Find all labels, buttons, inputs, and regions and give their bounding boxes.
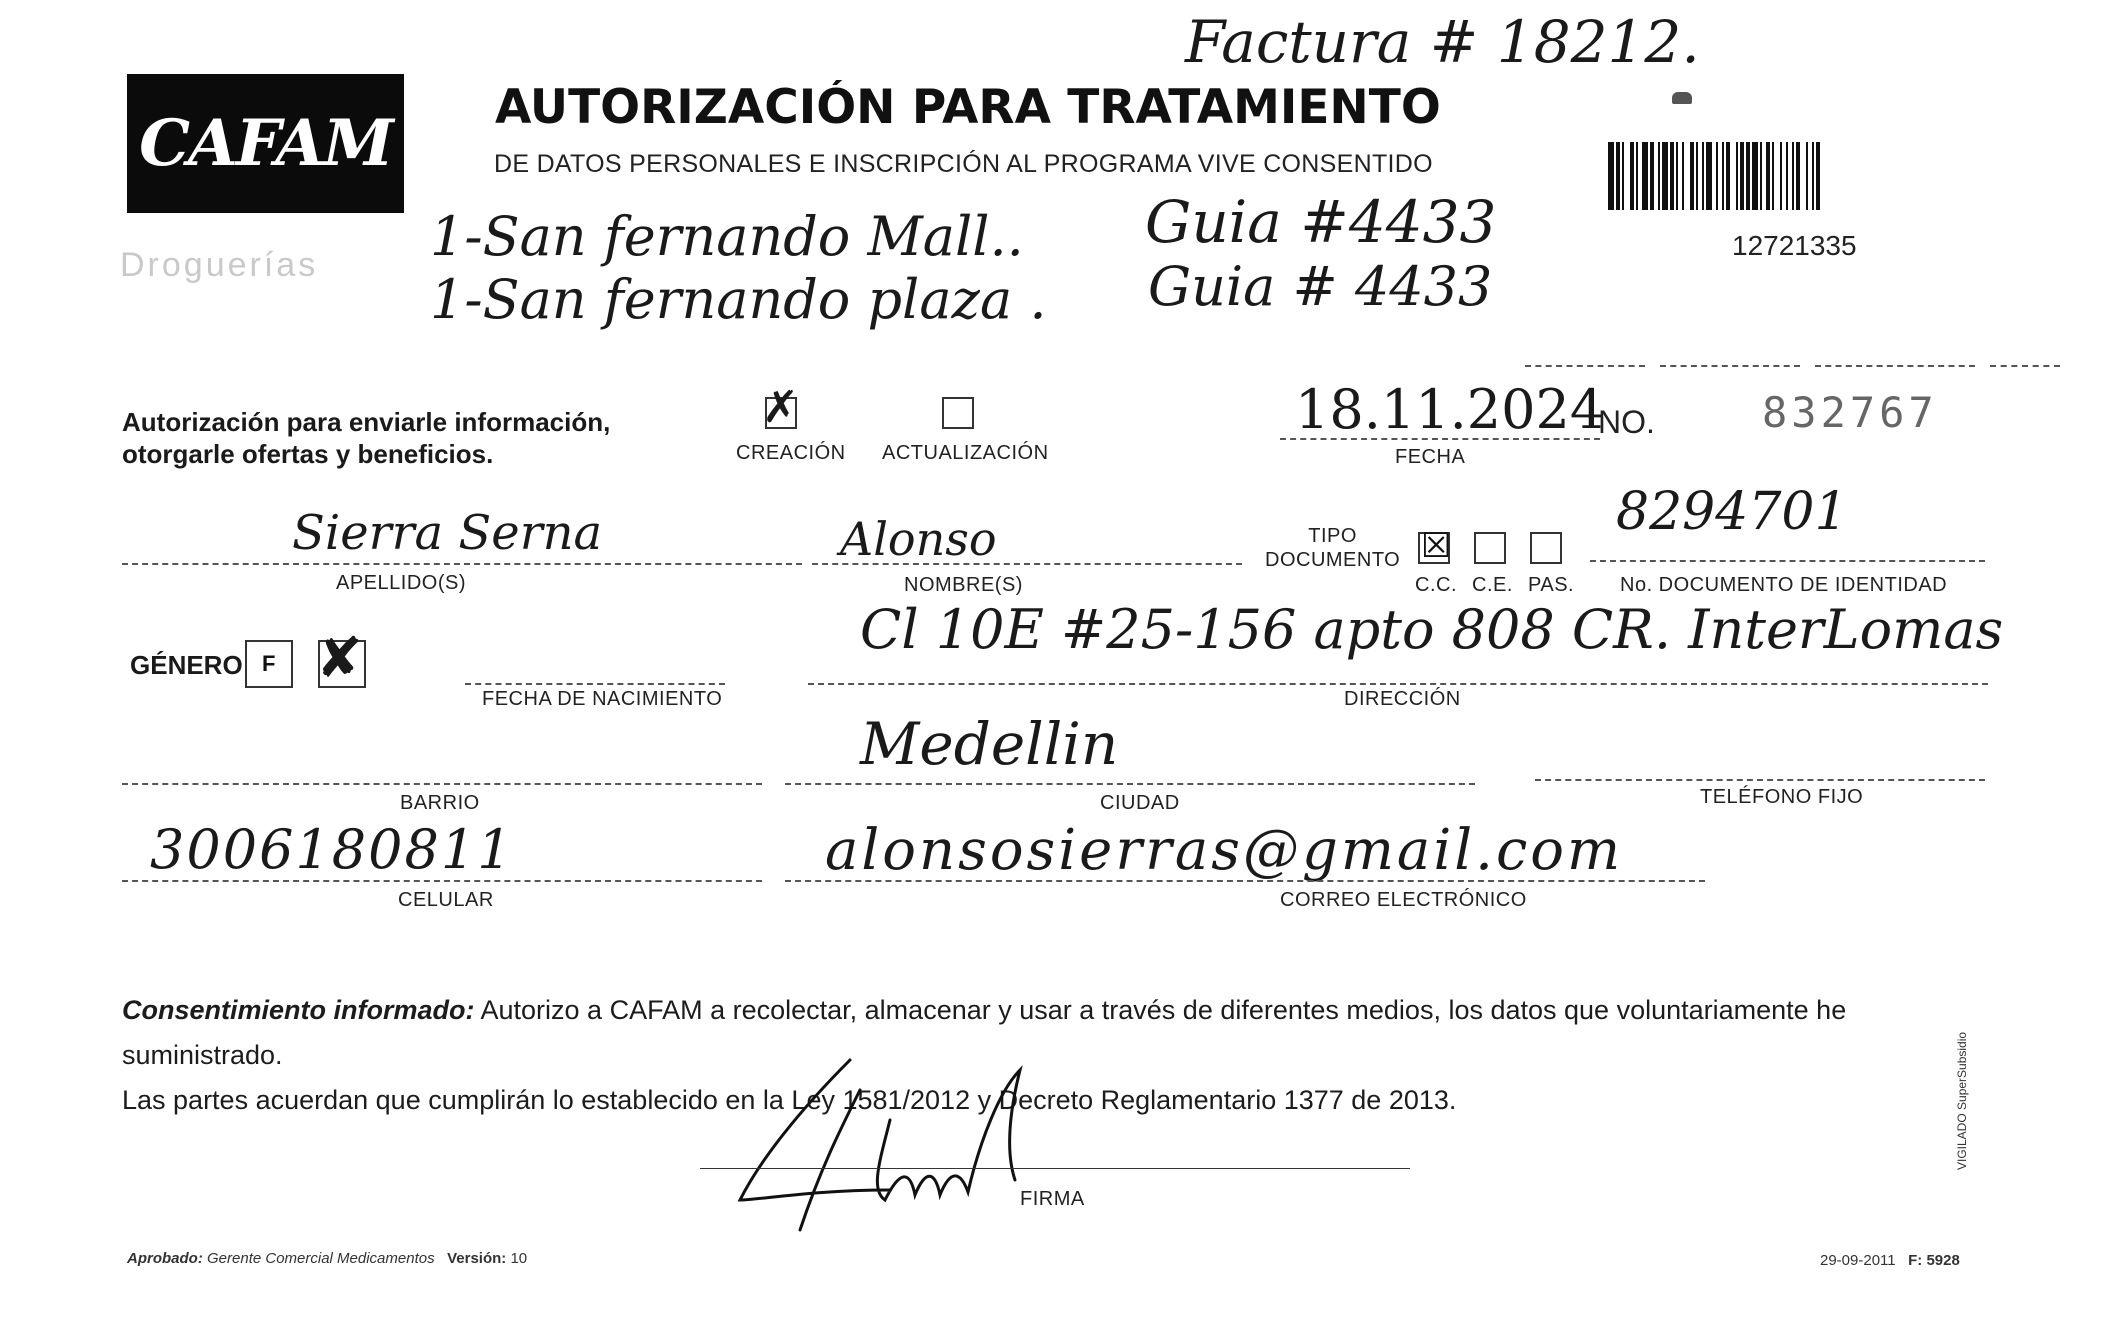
actualizacion-checkbox[interactable] [942,397,974,429]
no-label: NO. [1598,404,1655,440]
barcode-number: 12721335 [1732,230,1857,261]
fecha-nacimiento-label: FECHA DE NACIMIENTO [482,688,723,710]
handwritten-store-2: 1-San fernando plaza . [430,268,1047,331]
pas-checkbox[interactable] [1530,532,1562,564]
date-code: 29-09-2011 [1820,1252,1896,1269]
consent-text-2: Las partes acuerdan que cumplirán lo establecido en la Ley 1581/2012 y Decreto Reglamentario 1377 de 2013. [122,1085,1457,1115]
ciudad-label: CIUDAD [1100,792,1180,814]
celular-label: CELULAR [398,889,494,911]
nombres-value: Alonso [840,512,997,566]
creacion-check-mark: ✗ [762,382,799,433]
cafam-logo: CAFAM [127,74,404,213]
signature-drawing [700,1050,1120,1250]
genero-m-mark: ✘ [316,626,363,691]
handwritten-guide-1: Guia #4433 [1145,188,1497,256]
documento-value: 8294701 [1616,482,1848,542]
fecha-value: 18.11.2024 [1295,378,1605,441]
form-subtitle: DE DATOS PERSONALES E INSCRIPCIÓN AL PROGRAMA VIVE CONSENTIDO [494,150,1433,178]
small-mark-icon [1672,92,1692,104]
documento-label: No. DOCUMENTO DE IDENTIDAD [1620,574,1948,596]
direccion-label: DIRECCIÓN [1344,688,1461,710]
version-label: Versión: [447,1250,507,1267]
creacion-label: CREACIÓN [736,442,846,464]
celular-value: 3006180811 [150,818,514,881]
authorization-line-2: otorgarle ofertas y beneficios. [122,439,494,469]
genero-label: GÉNERO [130,650,243,680]
tipo-label-2: DOCUMENTO [1265,549,1401,571]
apellidos-value: Sierra Serna [292,505,603,561]
consent-text-1: Autorizo a CAFAM a recolectar, almacenar y usar a través de diferentes medios, los datos que voluntariamente he suministrado. [122,995,1847,1070]
nombres-label: NOMBRE(S) [904,574,1023,596]
barrio-label: BARRIO [400,792,480,814]
aprobado-label: Aprobado: [127,1250,203,1267]
cc-check-mark: ☒ [1421,526,1452,566]
authorization-line-1: Autorización para enviarle información, [122,407,611,437]
telefono-label: TELÉFONO FIJO [1700,786,1864,808]
handwritten-store-1: 1-San fernando Mall.. [430,205,1024,268]
f-code: F: 5928 [1908,1252,1960,1269]
tipo-label-1: TIPO [1308,525,1357,547]
correo-value: alonsosierras@gmail.com [825,818,1624,883]
footer-codes [1820,1252,1960,1269]
cc-label: C.C. [1415,574,1457,596]
correo-label: CORREO ELECTRÓNICO [1280,889,1527,911]
barcode-bar [1820,142,1822,210]
authorization-text [122,406,610,470]
ce-checkbox[interactable] [1474,532,1506,564]
firma-label: FIRMA [1020,1188,1085,1210]
aprobado-value: Gerente Comercial Medicamentos [207,1250,435,1267]
barcode [1608,142,1942,210]
tipo-documento-label [1265,524,1400,572]
direccion-value: Cl 10E #25-156 apto 808 CR. InterLomas [860,598,2004,661]
logo-subtitle: Droguerías [120,246,319,284]
no-value: 832767 [1762,388,1938,437]
genero-f-label: F [262,651,276,676]
pas-label: PAS. [1528,574,1575,596]
handwritten-invoice: Factura # 18212. [1185,8,1700,76]
ce-label: C.E. [1472,574,1513,596]
ciudad-value: Medellin [860,710,1119,778]
footer-aprobado [127,1250,527,1267]
actualizacion-label: ACTUALIZACIÓN [882,442,1049,464]
consent-heading: Consentimiento informado: [122,995,475,1025]
form-title: AUTORIZACIÓN PARA TRATAMIENTO [495,80,1441,135]
apellidos-label: APELLIDO(S) [336,572,466,594]
version-value: 10 [510,1250,528,1267]
fecha-label: FECHA [1395,446,1466,468]
side-vigilado-text: VIGILADO SuperSubsidio [1955,1031,1969,1170]
handwritten-guide-2: Guia # 4433 [1148,255,1493,318]
